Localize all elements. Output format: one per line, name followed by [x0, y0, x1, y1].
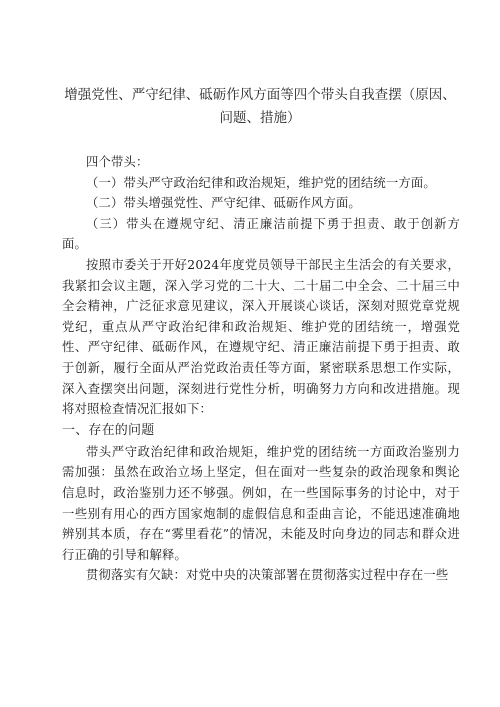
point-2: （二）带头增强党性、严守纪律、砥砺作风方面。 — [86, 196, 361, 211]
point-3: （三）带头在遵规守纪、清正廉洁前提下勇于担责、敢于创新方面。 — [62, 216, 460, 252]
section-heading: 一、存在的问题 — [62, 422, 155, 438]
document-body — [62, 152, 460, 586]
point-1: （一）带头严守政治纪律和政治规矩，维护党的团结统一方面。 — [86, 175, 436, 190]
document-title — [60, 84, 460, 130]
title-line-1: 增强党性、严守纪律、砥砺作风方面等四个带头自我查摆（原因、 — [64, 87, 456, 103]
intro-paragraph: 按照市委关于开好2024年度党员领导干部民主生活会的有关要求，我紧扣会议主题，深入学习党的二十大、二十届二中全会、二十届三中全会精神，广泛征求意见建议，深入开展谈心谈话，深刻对照党章党规党纪，重点从严守政治纪律和政治规矩、维护党的团结统一，增强党性、严守纪律、砥砺作风，在遵规守纪、清正廉洁前提下勇于担责、敢于创新，履行全面从严治党政治责任等方面，紧密联系思想工作实际，深入查摆突出问题，深刻进行党性分析，明确努力方向和改进措施。现将对照检查情况汇报如下： — [62, 257, 460, 417]
title-line-2: 问题、措施） — [219, 110, 301, 126]
intro-label: 四个带头： — [86, 155, 149, 169]
section-paragraph-1: 带头严守政治纪律和政治规矩，维护党的团结统一方面政治鉴别力需加强：虽然在政治立场上坚定，但在面对一些复杂的政治现象和舆论信息时，政治鉴别力还不够强。例如，在一些国际事务的讨论中，对于一些别有用心的西方国家炮制的虚假信息和歪曲言论，不能迅速准确地辨别其本质，存在“雾里看花”的情况，未能及时向身边的同志和群众进行正确的引导和解释。 — [62, 444, 460, 562]
section-paragraph-2: 贯彻落实有欠缺：对党中央的决策部署在贯彻落实过程中存在一些 — [86, 568, 449, 583]
